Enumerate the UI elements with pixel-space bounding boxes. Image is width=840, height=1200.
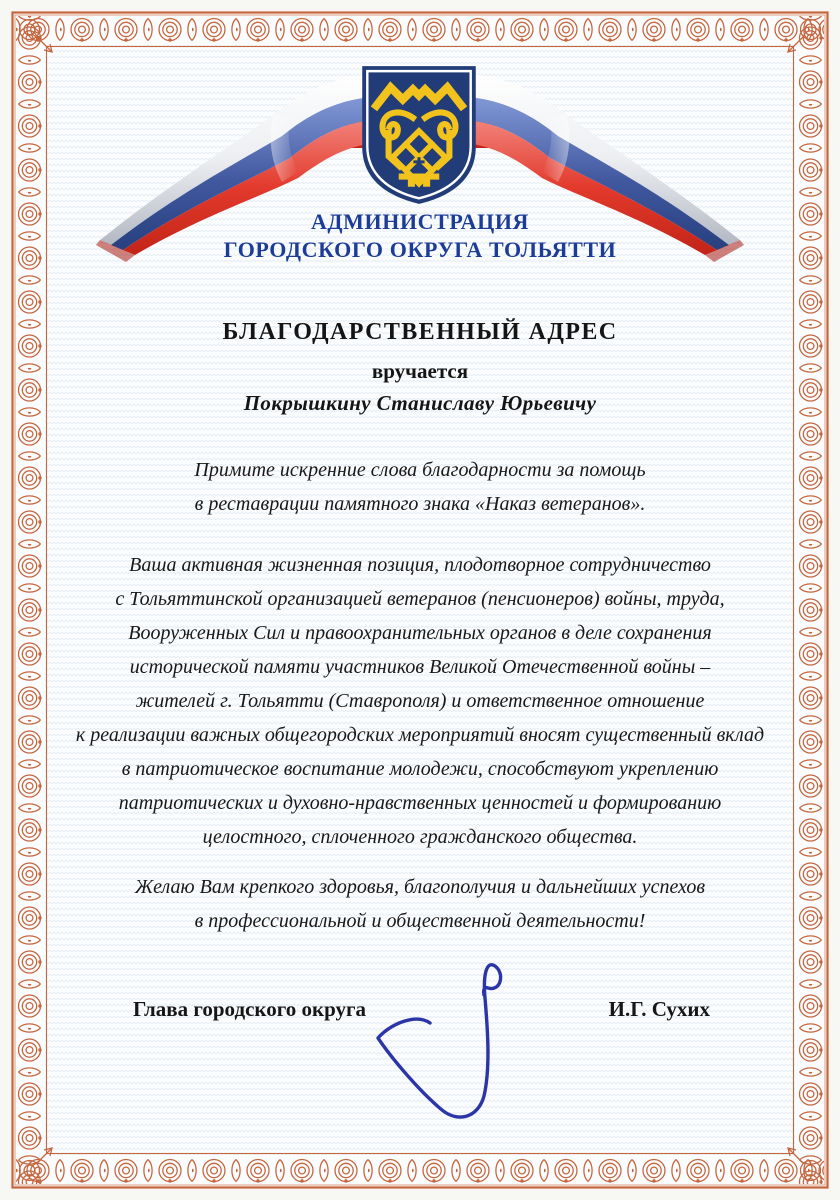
org-name-line1: АДМИНИСТРАЦИЯ xyxy=(310,209,530,234)
body-line: исторической памяти участников Великой Отечественной войны – xyxy=(129,656,711,678)
document-subtitle: вручается xyxy=(371,359,469,383)
signer-name: И.Г. Сухих xyxy=(608,997,710,1021)
coat-of-arms-icon xyxy=(354,60,484,210)
body-line: Примите искренние слова благодарности за помощь xyxy=(194,459,646,481)
signer-position: Глава городского округа xyxy=(133,997,367,1021)
body-line: в профессиональной и общественной деятельности! xyxy=(194,910,646,932)
body-line: патриотических и духовно-нравственных ценностей и формированию xyxy=(118,792,722,814)
body-text xyxy=(62,453,778,938)
body-line: Вооруженных Сил и правоохранительных органов в деле сохранения xyxy=(128,622,712,644)
body-line: Ваша активная жизненная позиция, плодотворное сотрудничество xyxy=(129,554,711,576)
document-title: БЛАГОДАРСТВЕННЫЙ АДРЕС xyxy=(222,319,618,345)
body-line: с Тольяттинской организацией ветеранов (пенсионеров) войны, труда, xyxy=(115,588,725,610)
body-line: в патриотическое воспитание молодежи, способствуют укреплению xyxy=(121,758,719,780)
body-line: Желаю Вам крепкого здоровья, благополучия и дальнейших успехов xyxy=(134,876,706,898)
recipient-name: Покрышкину Станиславу Юрьевичу xyxy=(243,391,597,415)
body-line: в реставрации памятного знака «Наказ ветеранов». xyxy=(194,493,646,515)
signature-scribble-icon xyxy=(356,950,531,1130)
paragraph-2 xyxy=(62,548,778,854)
org-name-line2: ГОРОДСКОГО ОКРУГА ТОЛЬЯТТИ xyxy=(223,237,617,262)
body-line: целостного, сплоченного гражданского общества. xyxy=(202,826,638,848)
body-line: жителей г. Тольятти (Ставрополя) и ответственное отношение xyxy=(135,690,705,712)
body-line: к реализации важных общегородских мероприятий вносят существенный вклад xyxy=(75,724,765,746)
paragraph-3 xyxy=(62,870,778,938)
paragraph-1 xyxy=(62,453,778,521)
